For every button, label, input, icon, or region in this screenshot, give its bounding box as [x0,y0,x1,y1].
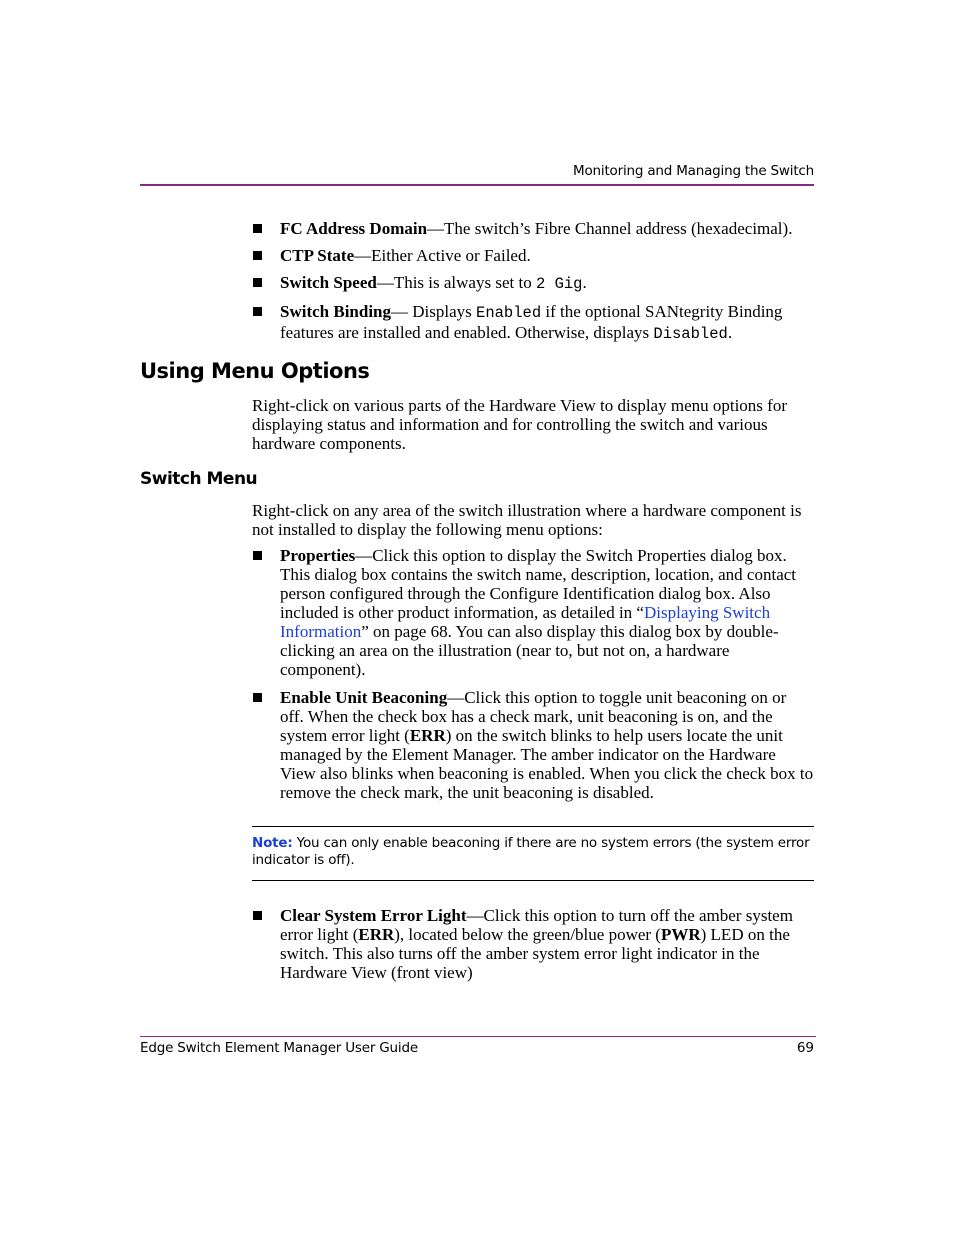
menu-option-list-continued [252,906,814,990]
bullet-tail: ” on page 68. You can also display this dialog box by double-clicking an area on the illustration (near to, but not on, a hardware component). [280,622,779,679]
list-item [252,302,814,344]
code-value: 2 Gig [535,275,583,293]
bullet-text: — Displays [391,302,477,321]
bullet-text: if the optional SANtegrity Binding features are installed and enabled. Otherwise, displays [280,302,783,342]
list-item [252,219,814,238]
pwr-label: PWR [660,925,701,944]
list-item [252,246,814,265]
square-bullet-icon [253,911,262,920]
square-bullet-icon [253,693,262,702]
err-label: ERR [409,726,446,745]
note-text [252,835,812,869]
bullet-text: —Click this option to display the Switch Properties dialog box. This dialog box contains the switch name, description, location, and contact person configured through the Configure Identification dialog box. Also included is other product information, as detailed in “ [280,546,797,622]
square-bullet-icon [253,251,262,260]
menu-option-list [252,546,814,810]
bullet-term: Properties [280,546,356,565]
field-description-list [252,219,814,352]
section-heading: Using Menu Options [140,359,370,383]
list-item [252,688,814,802]
code-value: Disabled [653,325,728,343]
bullet-tail: . [727,323,733,342]
bullet-text: ) LED on the switch. This also turns off the amber system error light indicator in the Hardware View (front view) [280,925,790,982]
bullet-term: Enable Unit Beaconing [280,688,448,707]
bullet-term: FC Address Domain [280,219,428,238]
cross-reference-link[interactable]: Displaying Switch Information [280,603,771,641]
bullet-text: —This is always set to [376,273,536,292]
bullet-text: —The switch’s Fibre Channel address (hexadecimal). [427,219,793,238]
list-item [252,906,814,982]
list-item [252,546,814,679]
section-intro: Right-click on various parts of the Hardware View to display menu options for displaying status and information and for controlling the switch and various hardware components. [252,396,787,453]
bullet-term: Switch Speed [280,273,377,292]
header-rule [140,184,814,186]
list-item [252,273,814,294]
footer-title: Edge Switch Element Manager User Guide [140,1040,418,1056]
bullet-text: —Click this option to toggle unit beaconing on or off. When the check box has a check mark, unit beaconing is on, and the system error light ( [280,688,787,745]
bullet-text: —Click this option to turn off the amber system error light ( [280,906,793,944]
bullet-text: ), located below the green/blue power ( [394,925,661,944]
subsection-heading: Switch Menu [140,469,258,489]
bullet-tail: . [582,273,587,292]
subsection-intro: Right-click on any area of the switch illustration where a hardware component is not installed to display the following menu options: [252,501,802,539]
square-bullet-icon [253,224,262,233]
bullet-text: —Either Active or Failed. [354,246,531,265]
bullet-text: ) on the switch blinks to help users locate the unit managed by the Element Manager. The amber indicator on the Hardware View also blinks when beaconing is enabled. When you click the check box to remove the check mark, the unit beaconing is disabled. [280,726,814,802]
running-header: Monitoring and Managing the Switch [573,163,814,179]
square-bullet-icon [253,551,262,560]
note-body: You can only enable beaconing if there are no system errors (the system error indicator is off). [252,835,810,868]
bullet-term: Switch Binding [280,302,392,321]
err-label: ERR [358,925,395,944]
square-bullet-icon [253,278,262,287]
note-box [252,826,814,881]
page-number: 69 [796,1040,814,1056]
code-value: Enabled [476,304,542,322]
bullet-term: CTP State [280,246,355,265]
bullet-term: Clear System Error Light [280,906,467,925]
square-bullet-icon [253,307,262,316]
footer-rule [140,1036,816,1037]
note-label: Note: [252,835,293,851]
